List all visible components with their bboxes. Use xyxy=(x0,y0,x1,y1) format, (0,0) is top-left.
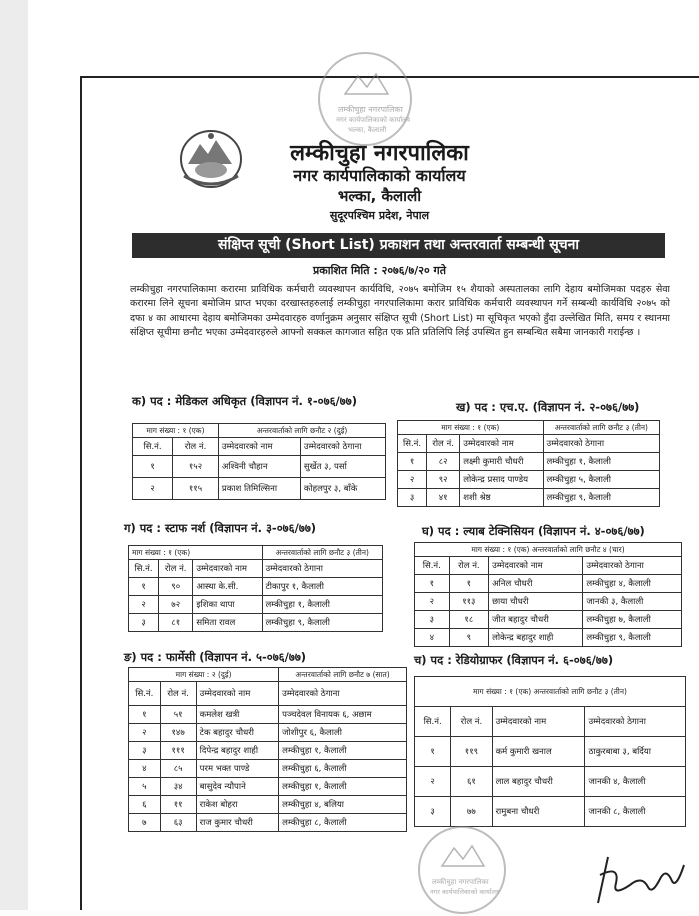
col-sn: सि.नं. xyxy=(133,438,173,456)
col-name: उम्मेदवारको नाम xyxy=(492,707,585,737)
cell-name: लोकेन्द्र बहादुर शाही xyxy=(489,629,583,647)
shortlist-count: अन्तरवार्ताको लागि छनौट ७ (सात) xyxy=(279,668,407,682)
table-cha xyxy=(414,676,686,827)
cell-sn: २ xyxy=(129,724,161,742)
col-address: उम्मेदवारको ठेगाना xyxy=(583,557,682,575)
col-roll: रोल नं. xyxy=(451,707,492,737)
cell-name: लक्ष्मी कुमारी चौधरी xyxy=(460,453,543,471)
demand-count: माग संख्या : १ (एक) xyxy=(129,546,263,560)
shortlist-count: अन्तरवार्ताको लागि छनौट २ (दुई) xyxy=(218,424,385,438)
cell-roll: ५१ xyxy=(160,706,196,724)
cell-roll: ६१ xyxy=(451,767,492,797)
cell-address: लम्कीचुहा ४, कैलाली xyxy=(583,575,682,593)
cell-name: बासुदेव न्यौपाने xyxy=(196,778,278,796)
cell-name: समिता रावल xyxy=(193,614,262,632)
office-stamp-top xyxy=(318,52,412,146)
cell-roll: ८१ xyxy=(159,614,193,632)
cell-name: आस्था के.सी. xyxy=(193,578,262,596)
col-sn: सि.नं. xyxy=(415,557,450,575)
signature-icon xyxy=(590,835,690,905)
cell-name: कर्म कुमारी खनाल xyxy=(492,737,585,767)
table-row xyxy=(129,814,407,832)
cell-sn: ३ xyxy=(129,614,159,632)
col-name: उम्मेदवारको नाम xyxy=(193,560,262,578)
cell-name: प्रकाश तिमिल्सिना xyxy=(218,478,300,500)
cell-address: लम्कीचुहा १, कैलाली xyxy=(543,453,659,471)
province-name: सुदूरपश्चिम प्रदेश, नेपाल xyxy=(329,209,430,222)
cell-roll: ९० xyxy=(159,578,193,596)
table-row xyxy=(129,614,383,632)
table-row xyxy=(415,593,682,611)
cell-sn: २ xyxy=(133,478,173,500)
cell-sn: १ xyxy=(133,456,173,478)
cell-address: जोशीपुर ६, कैलाली xyxy=(279,724,407,742)
cell-sn: २ xyxy=(415,767,451,797)
col-name: उम्मेदवारको नाम xyxy=(196,682,278,706)
cell-sn: ३ xyxy=(129,742,161,760)
cell-address: ठाकुरबाबा ३, बर्दिया xyxy=(585,737,686,767)
col-sn: सि.नं. xyxy=(415,707,451,737)
cell-sn: १ xyxy=(415,737,451,767)
cell-name: परम भक्त पाण्डे xyxy=(196,760,278,778)
shortlist-count: अन्तरवार्ताको लागि छनौट ३ (तीन) xyxy=(543,421,659,435)
cell-name: शशी श्रेष्ठ xyxy=(460,489,543,507)
cell-roll: १११ xyxy=(160,742,196,760)
shortlist-count: अन्तरवार्ताको लागि छनौट ३ (तीन) xyxy=(262,546,383,560)
table-ka xyxy=(132,423,386,500)
table-gha xyxy=(414,542,682,647)
cell-address: लम्कीचुहा १, कैलाली xyxy=(279,742,407,760)
demand-count: माग संख्या : २ (दुई) xyxy=(129,668,279,682)
cell-name: लोकेन्द्र प्रसाद पाण्डेय xyxy=(460,471,543,489)
col-address: उम्मेदवारको ठेगाना xyxy=(585,707,686,737)
office-stamp-bottom xyxy=(418,826,506,914)
col-sn: सि.नं. xyxy=(129,682,161,706)
table-row xyxy=(129,778,407,796)
cell-roll: ११५ xyxy=(173,478,219,500)
cell-address: जानकी ३, कैलाली xyxy=(583,593,682,611)
section-gha-title: घ) पद : ल्याब टेक्निसियन (विज्ञापन नं. ४-०७६/७७) xyxy=(422,524,645,538)
office-name: नगर कार्यपालिकाको कार्यालय xyxy=(293,166,466,185)
col-roll: रोल नं. xyxy=(427,435,460,453)
office-location: भल्का, कैलाली xyxy=(337,187,422,205)
table-row xyxy=(129,724,407,742)
cell-sn: ७ xyxy=(129,814,161,832)
section-cha-title: च) पद : रेडियोग्राफर (विज्ञापन नं. ६-०७६/७७) xyxy=(414,653,614,667)
col-roll: रोल नं. xyxy=(160,682,196,706)
cell-name: अश्विनी चौहान xyxy=(218,456,300,478)
table-ga xyxy=(128,545,383,632)
col-address: उम्मेदवारको ठेगाना xyxy=(262,560,383,578)
cell-sn: ३ xyxy=(415,797,451,827)
cell-address: टीकापुर १, कैलाली xyxy=(262,578,383,596)
cell-address: लम्कीचुहा ४, बलिया xyxy=(279,796,407,814)
table-row xyxy=(133,478,386,500)
table-row xyxy=(415,767,686,797)
cell-sn: २ xyxy=(129,596,159,614)
section-ka-title: क) पद : मेडिकल अधिकृत (विज्ञापन नं. १-०७६/७७) xyxy=(132,394,357,408)
table-row xyxy=(129,596,383,614)
col-name: उम्मेदवारको नाम xyxy=(489,557,583,575)
cell-roll: १ xyxy=(449,575,488,593)
scan-shadow xyxy=(0,0,28,910)
table-row xyxy=(129,742,407,760)
stamp-line-2: नगर कार्यपालिकाको कार्यालय xyxy=(430,888,500,896)
cell-name: जीत बहादुर चौधरी xyxy=(489,611,583,629)
cell-sn: ४ xyxy=(415,629,450,647)
table-row xyxy=(129,760,407,778)
stamp-line-1: लम्कीचुहा नगरपालिका xyxy=(432,878,489,886)
stamp-emblem-icon xyxy=(420,828,504,912)
cell-address: लम्कीचुहा १, कैलाली xyxy=(279,778,407,796)
table-kha xyxy=(397,420,660,507)
cell-name: इशिका थापा xyxy=(193,596,262,614)
notice-title: संक्षिप्त सूची (Short List) प्रकाशन तथा अन्तरवार्ता सम्बन्धी सूचना xyxy=(132,233,665,258)
col-address: उम्मेदवारको ठेगाना xyxy=(543,435,659,453)
cell-sn: ४ xyxy=(129,760,161,778)
table-row xyxy=(129,578,383,596)
cell-sn: ६ xyxy=(129,796,161,814)
stamp-emblem-icon xyxy=(320,54,410,144)
cell-name: लाल बहादुर चौधरी xyxy=(492,767,585,797)
cell-address: लम्कीचुहा ९, कैलाली xyxy=(262,614,383,632)
table-row xyxy=(398,489,660,507)
table-row xyxy=(398,453,660,471)
cell-address: लम्कीचुहा ९, कैलाली xyxy=(543,489,659,507)
cell-roll: १८ xyxy=(449,611,488,629)
col-address: उम्मेदवारको ठेगाना xyxy=(300,438,385,456)
cell-roll: ४१ xyxy=(427,489,460,507)
cell-address: जानकी ८, कैलाली xyxy=(585,797,686,827)
cell-roll: १५२ xyxy=(173,456,219,478)
table-row xyxy=(398,471,660,489)
cell-sn: २ xyxy=(415,593,450,611)
table-row xyxy=(415,629,682,647)
section-ga-title: ग) पद : स्टाफ नर्श (विज्ञापन नं. ३-०७६/७७) xyxy=(124,521,317,535)
cell-roll: ८२ xyxy=(427,453,460,471)
cell-roll: ७७ xyxy=(451,797,492,827)
col-name: उम्मेदवारको नाम xyxy=(218,438,300,456)
cell-roll: ३४ xyxy=(160,778,196,796)
cell-sn: १ xyxy=(398,453,427,471)
cell-sn: ३ xyxy=(415,611,450,629)
cell-sn: १ xyxy=(415,575,450,593)
demand-count: माग संख्या : १ (एक) अन्तरवार्ताको लागि छनौट ४ (चार) xyxy=(415,543,682,557)
demand-count: माग संख्या : १ (एक) xyxy=(133,424,219,438)
cell-name: दिपेन्द्र बहादुर शाही xyxy=(196,742,278,760)
cell-name: छाया चौधरी xyxy=(489,593,583,611)
cell-roll: ११३ xyxy=(449,593,488,611)
cell-roll: ९ xyxy=(449,629,488,647)
cell-address: पञ्चदेवल विनायक ६, अछाम xyxy=(279,706,407,724)
table-row xyxy=(415,737,686,767)
cell-name: राकेश बोहरा xyxy=(196,796,278,814)
table-row xyxy=(129,796,407,814)
cell-name: राज कुमार चौधरी xyxy=(196,814,278,832)
cell-sn: १ xyxy=(129,706,161,724)
cell-roll: ६३ xyxy=(160,814,196,832)
cell-address: लम्कीचुहा १, कैलाली xyxy=(262,596,383,614)
cell-address: जानकी ४, कैलाली xyxy=(585,767,686,797)
col-roll: रोल नं. xyxy=(159,560,193,578)
table-row xyxy=(133,456,386,478)
col-sn: सि.नं. xyxy=(129,560,159,578)
cell-sn: ३ xyxy=(398,489,427,507)
org-name: लम्कीचुहा नगरपालिका xyxy=(290,141,469,166)
col-sn: सि.नं. xyxy=(398,435,427,453)
cell-roll: १४७ xyxy=(160,724,196,742)
cell-sn: २ xyxy=(398,471,427,489)
col-address: उम्मेदवारको ठेगाना xyxy=(279,682,407,706)
stamp-line-2: नगर कार्यपालिकाको कार्यालय xyxy=(336,116,410,124)
cell-roll: ८५ xyxy=(160,760,196,778)
cell-address: कोहलपुर ३, बाँके xyxy=(300,478,385,500)
demand-count: माग संख्या : १ (एक) अन्तरवार्ताको लागि छनौट ३ (तीन) xyxy=(415,677,686,707)
col-name: उम्मेदवारको नाम xyxy=(460,435,543,453)
cell-roll: ११९ xyxy=(451,737,492,767)
table-row xyxy=(415,611,682,629)
stamp-line-3: भल्का, कैलाली xyxy=(348,126,387,134)
section-nga-title: ङ) पद : फार्मेसी (विज्ञापन नं. ५-०७६/७७) xyxy=(124,650,307,664)
stamp-line-1: लम्कीचुहा नगरपालिका xyxy=(338,105,403,114)
cell-name: कमलेश खत्री xyxy=(196,706,278,724)
cell-roll: ९२ xyxy=(427,471,460,489)
cell-address: लम्कीचुहा ७, कैलाली xyxy=(583,611,682,629)
col-roll: रोल नं. xyxy=(173,438,219,456)
cell-roll: ११ xyxy=(160,796,196,814)
cell-address: लम्कीचुहा ८, कैलाली xyxy=(279,814,407,832)
table-row xyxy=(415,797,686,827)
cell-sn: ५ xyxy=(129,778,161,796)
notice-body: लम्कीचुहा नगरपालिकामा करारमा प्राविधिक कर्मचारी व्यवस्थापन कार्यविधि, २०७५ बमोजिम १५ शैयाको अस्पतालका लागि देहाय बमोजिमका पदहरु सेवा करारमा लिने सूचना बमोजिम प्राप्त भएका दरखास्तहरुलाई लम्कीचुहा नगरपालिकामा करार प्राविधिक कर्मचारी व्यवस्थापन गर्ने सम्बन्धी कार्यविधि २०७५ को दफा ४ का आधारमा देहाय बमोजिमका उम्मेदवारहरु वर्णानुक्रम अनुसार संक्षिप्त सूची (Short List) मा सूचिकृत भएको हुँदा उल्लेखित मिति, समय र स्थानमा संक्षिप्त सूचीमा छनौट भएका उम्मेदवारहरुले आफ्नो सक्कल कागजात सहित एक प्रति प्रतिलिपि लिई उपस्थित हुन सम्बन्धित सबैमा जानकारी गराईन्छ । xyxy=(130,284,670,338)
cell-name: रामुबना चौधरी xyxy=(492,797,585,827)
table-nga xyxy=(128,667,407,832)
cell-address: सुर्खेत ३, पर्सा xyxy=(300,456,385,478)
demand-count: माग संख्या : १ (एक) xyxy=(398,421,544,435)
cell-address: लम्कीचुहा ९, कैलाली xyxy=(583,629,682,647)
col-roll: रोल नं. xyxy=(449,557,488,575)
cell-name: टेक बहादुर चौधरी xyxy=(196,724,278,742)
cell-sn: १ xyxy=(129,578,159,596)
section-kha-title: ख) पद : एच.ए. (विज्ञापन नं. २-०७६/७७) xyxy=(456,400,640,414)
cell-address: लम्कीचुहा ६, कैलाली xyxy=(279,760,407,778)
cell-roll: ७२ xyxy=(159,596,193,614)
table-row xyxy=(129,706,407,724)
cell-name: अनिल चौधरी xyxy=(489,575,583,593)
cell-address: लम्कीचुहा ५, कैलाली xyxy=(543,471,659,489)
table-row xyxy=(415,575,682,593)
published-date: प्रकाशित मिति : २०७६/७/२० गते xyxy=(313,264,446,277)
